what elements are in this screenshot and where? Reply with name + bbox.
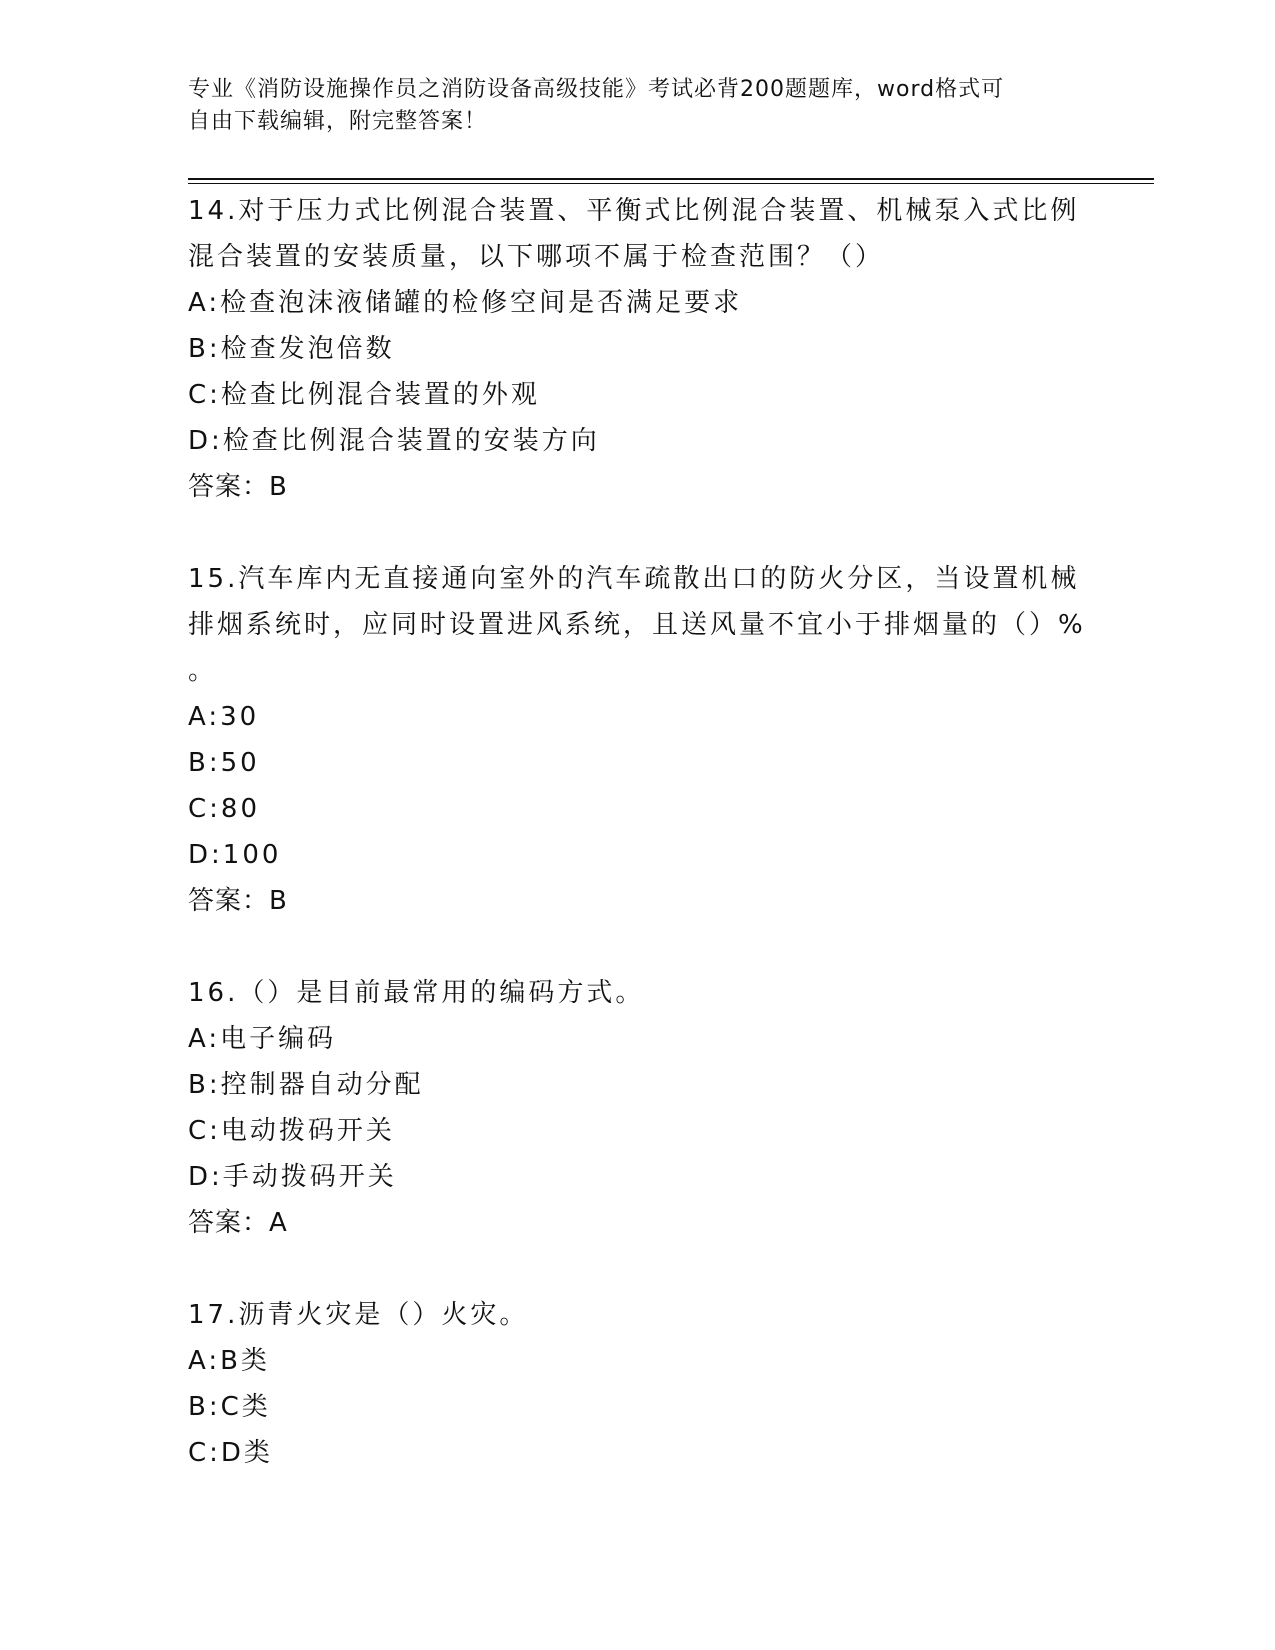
header-divider-top (188, 178, 1154, 180)
option-c: C:D类 (188, 1438, 273, 1468)
question-text: 17.沥青火灾是（）火灾。 (188, 1300, 529, 1330)
question-list (188, 188, 1088, 1522)
answer: 答案：A (188, 1208, 288, 1238)
question-text: 15.汽车库内无直接通向室外的汽车疏散出口的防火分区，当设置机械 (188, 564, 1080, 594)
question-17 (188, 1292, 1088, 1476)
option-a: A:B类 (188, 1346, 270, 1376)
question-text: 14.对于压力式比例混合装置、平衡式比例混合装置、机械泵入式比例 (188, 196, 1080, 226)
question-text: 16.（）是目前最常用的编码方式。 (188, 978, 645, 1008)
option-b: B:检查发泡倍数 (188, 334, 395, 364)
question-16 (188, 970, 1088, 1246)
answer: 答案：B (188, 886, 288, 916)
question-15 (188, 556, 1088, 924)
question-text: 混合装置的安装质量，以下哪项不属于检查范围？（） (188, 242, 885, 272)
option-c: C:80 (188, 794, 260, 824)
document-header (188, 74, 1068, 138)
option-a: A:30 (188, 702, 260, 732)
option-c: C:电动拨码开关 (188, 1116, 395, 1146)
question-14 (188, 188, 1088, 510)
option-b: B:C类 (188, 1392, 271, 1422)
option-c: C:检查比例混合装置的外观 (188, 380, 540, 410)
option-a: A:检查泡沫液储罐的检修空间是否满足要求 (188, 288, 743, 318)
header-line-2: 自由下载编辑，附完整答案！ (188, 109, 488, 134)
header-divider-bottom (188, 183, 1154, 184)
option-d: D:100 (188, 840, 282, 870)
header-line-1: 专业《消防设施操作员之消防设备高级技能》考试必背200题题库，word格式可 (188, 77, 1005, 102)
option-d: D:检查比例混合装置的安装方向 (188, 426, 600, 456)
option-d: D:手动拨码开关 (188, 1162, 397, 1192)
question-text: 排烟系统时，应同时设置进风系统，且送风量不宜小于排烟量的（）% (188, 610, 1086, 640)
option-b: B:控制器自动分配 (188, 1070, 424, 1100)
option-a: A:电子编码 (188, 1024, 337, 1054)
option-b: B:50 (188, 748, 260, 778)
answer: 答案：B (188, 472, 288, 502)
question-text-trailing: 。 (188, 656, 218, 686)
